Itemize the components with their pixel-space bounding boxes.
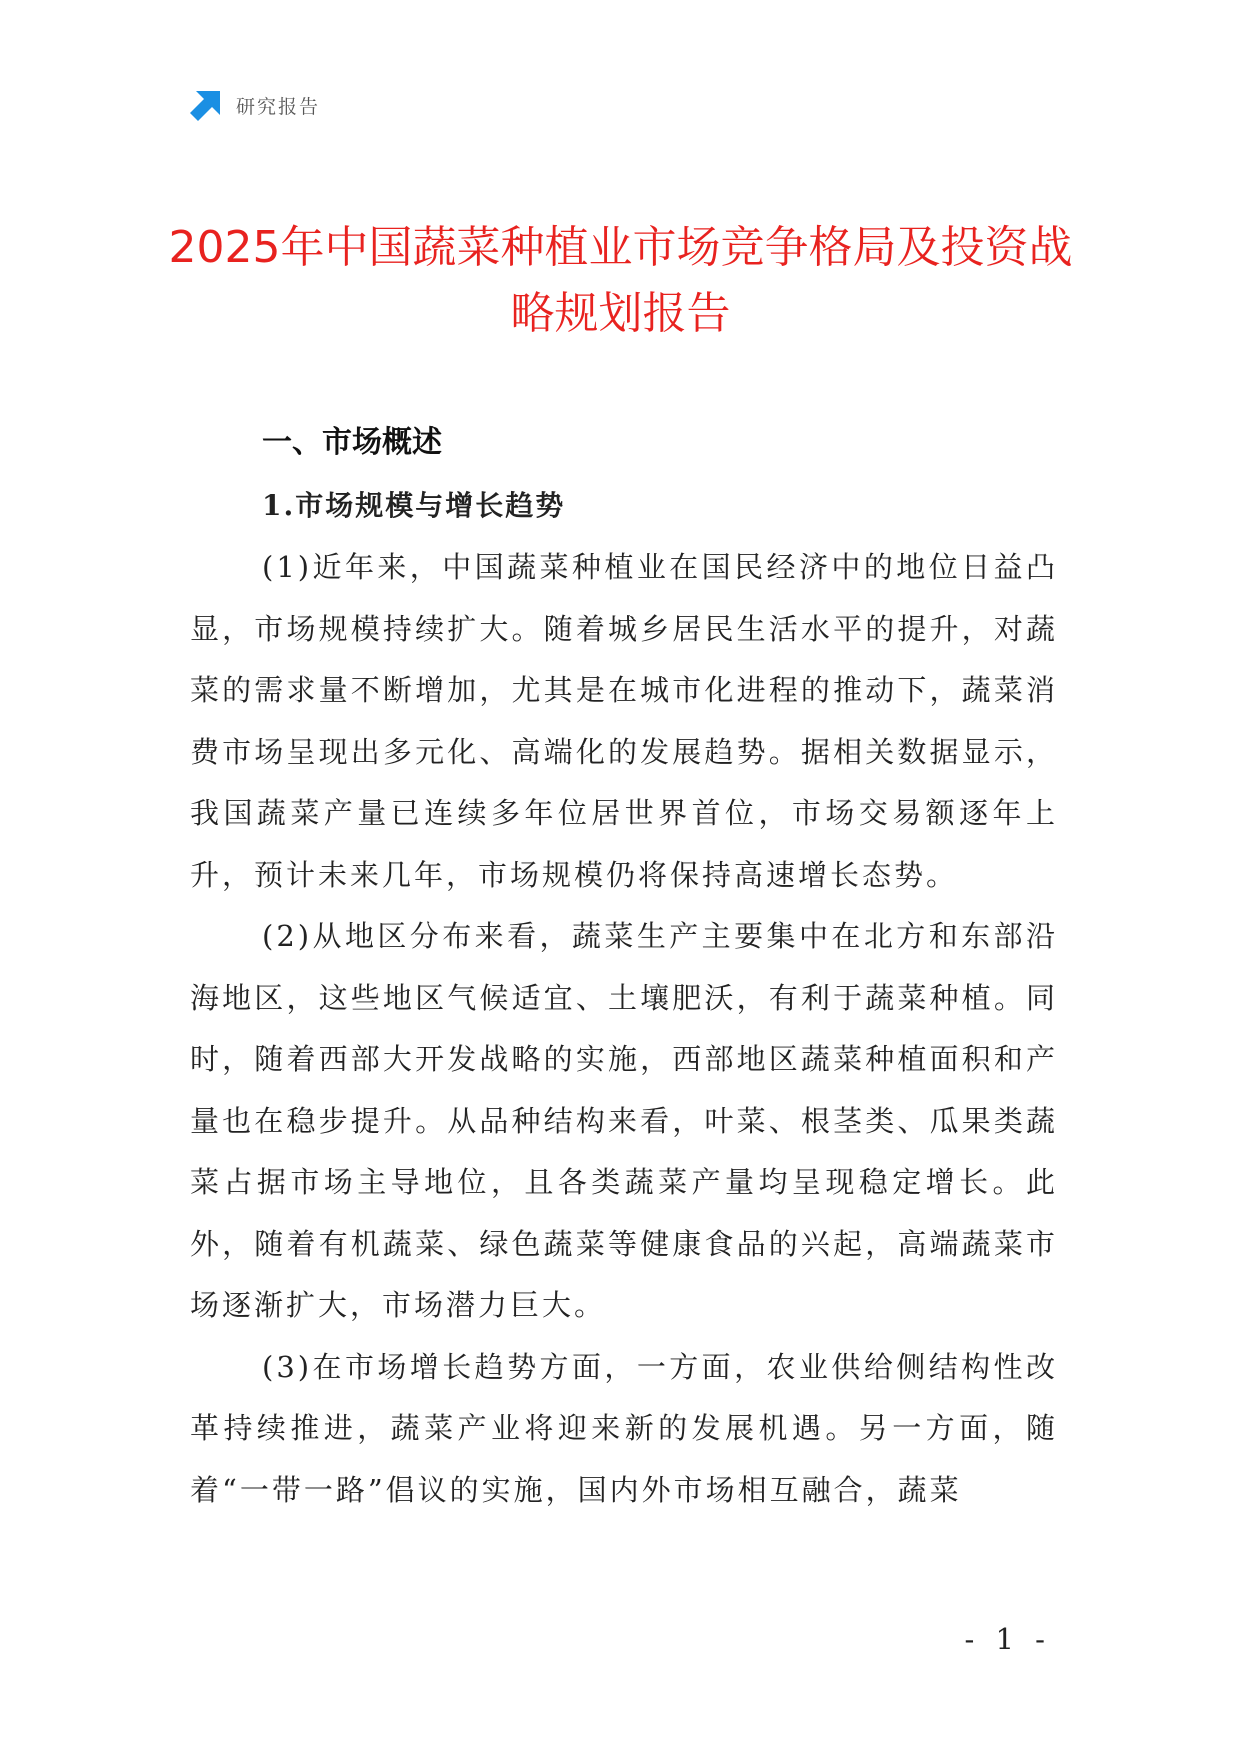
page-header [190, 88, 320, 122]
document-title: 2025年中国蔬菜种植业市场竞争格局及投资战略规划报告 [168, 222, 1073, 339]
paragraph-3: (3)在市场增长趋势方面，一方面，农业供给侧结构性改革持续推进，蔬菜产业将迎来新的发展机遇。另一方面，随着“一带一路”倡议的实施，国内外市场相互融合，蔬菜 [190, 1349, 1058, 1507]
section-heading: 一、市场概述 [262, 425, 442, 460]
paragraph-1: (1)近年来，中国蔬菜种植业在国民经济中的地位日益凸显，市场规模持续扩大。随着城乡居民生活水平的提升，对蔬菜的需求量不断增加，尤其是在城市化进程的推动下，蔬菜消费市场呈现出多元化、高端化的发展趋势。据相关数据显示，我国蔬菜产量已连续多年位居世界首位，市场交易额逐年上升，预计未来几年，市场规模仍将保持高速增长态势。 [190, 550, 1058, 892]
header-label: 研究报告 [236, 95, 321, 118]
subsection-heading: 1.市场规模与增长趋势 [262, 489, 566, 522]
paragraph-2: (2)从地区分布来看，蔬菜生产主要集中在北方和东部沿海地区，这些地区气候适宜、土壤肥沃，有利于蔬菜种植。同时，随着西部大开发战略的实施，西部地区蔬菜种植面积和产量也在稳步提升。从品种结构来看，叶菜、根茎类、瓜果类蔬菜占据市场主导地位，且各类蔬菜产量均呈现稳定增长。此外，随着有机蔬菜、绿色蔬菜等健康食品的兴起，高端蔬菜市场逐渐扩大，市场潜力巨大。 [190, 919, 1058, 1322]
document-body [190, 411, 1058, 1521]
arrow-up-right-icon [190, 89, 222, 121]
page-number: - 1 - [964, 1622, 1051, 1656]
